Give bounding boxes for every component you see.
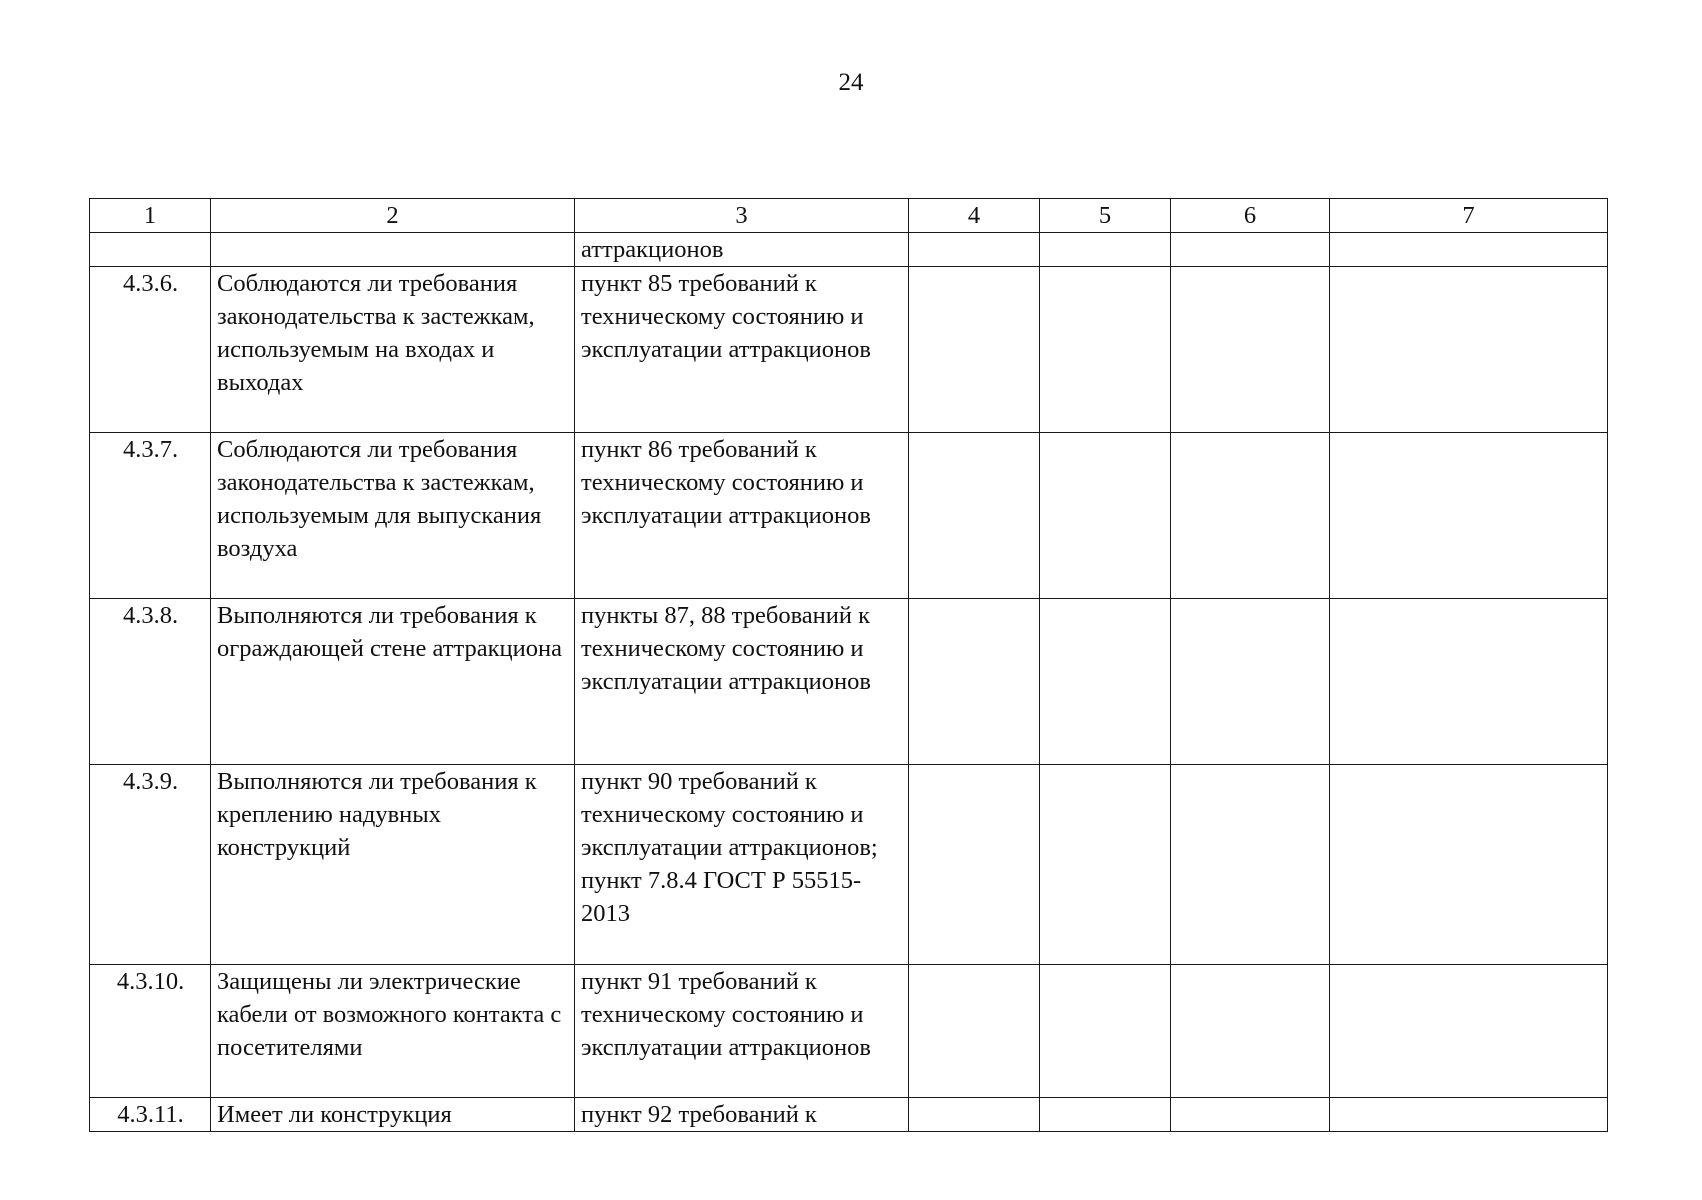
cell-answer-5 [1040,233,1171,267]
checklist-table [89,198,1608,1132]
cell-answer-6 [1171,965,1330,1098]
cell-reference: пункт 90 требований к техническому состоянию и эксплуатации аттракционов; пункт 7.8.4 ГОСТ Р 55515-2013 [575,765,909,965]
cell-reference: пункт 86 требований к техническому состоянию и эксплуатации аттракционов [575,433,909,599]
table-row [90,965,1608,1098]
cell-question: Имеет ли конструкция [211,1098,575,1132]
cell-answer-7 [1330,433,1608,599]
cell-answer-5 [1040,1098,1171,1132]
column-header-6: 6 [1171,199,1330,233]
cell-answer-5 [1040,433,1171,599]
table-row [90,765,1608,965]
column-header-5: 5 [1040,199,1171,233]
cell-answer-6 [1171,599,1330,765]
cell-answer-7 [1330,765,1608,965]
cell-question: Соблюдаются ли требования законодательства к застежкам, используемым на входах и выходах [211,267,575,433]
cell-number: 4.3.7. [90,433,211,599]
cell-answer-7 [1330,267,1608,433]
cell-reference: аттракционов [575,233,909,267]
cell-number: 4.3.11. [90,1098,211,1132]
cell-answer-4 [909,1098,1040,1132]
cell-number: 4.3.9. [90,765,211,965]
cell-answer-5 [1040,765,1171,965]
cell-answer-4 [909,267,1040,433]
cell-answer-7 [1330,965,1608,1098]
continuation-row [90,233,1608,267]
cell-answer-4 [909,599,1040,765]
cell-answer-4 [909,765,1040,965]
table-row [90,1098,1608,1132]
cell-number: 4.3.6. [90,267,211,433]
cell-answer-4 [909,965,1040,1098]
cell-reference: пункт 85 требований к техническому состоянию и эксплуатации аттракционов [575,267,909,433]
cell-question: Выполняются ли требования к креплению надувных конструкций [211,765,575,965]
cell-answer-6 [1171,1098,1330,1132]
column-header-4: 4 [909,199,1040,233]
cell-answer-6 [1171,433,1330,599]
column-header-2: 2 [211,199,575,233]
cell-number [90,233,211,267]
cell-answer-7 [1330,599,1608,765]
cell-reference: пункт 92 требований к [575,1098,909,1132]
cell-answer-5 [1040,267,1171,433]
page-number: 24 [838,69,864,96]
cell-answer-6 [1171,233,1330,267]
cell-number: 4.3.10. [90,965,211,1098]
header-row [90,199,1608,233]
column-header-3: 3 [575,199,909,233]
cell-question: Защищены ли электрические кабели от возможного контакта с посетителями [211,965,575,1098]
cell-answer-5 [1040,599,1171,765]
column-header-7: 7 [1330,199,1608,233]
cell-reference: пункты 87, 88 требований к техническому состоянию и эксплуатации аттракционов [575,599,909,765]
cell-answer-4 [909,233,1040,267]
cell-answer-7 [1330,233,1608,267]
cell-answer-6 [1171,765,1330,965]
cell-question: Выполняются ли требования к ограждающей стене аттракциона [211,599,575,765]
table-row [90,433,1608,599]
column-header-1: 1 [90,199,211,233]
cell-answer-4 [909,433,1040,599]
cell-question: Соблюдаются ли требования законодательства к застежкам, используемым для выпускания воздуха [211,433,575,599]
cell-answer-6 [1171,267,1330,433]
table-row [90,267,1608,433]
cell-number: 4.3.8. [90,599,211,765]
cell-answer-5 [1040,965,1171,1098]
cell-answer-7 [1330,1098,1608,1132]
table-row [90,599,1608,765]
cell-reference: пункт 91 требований к техническому состоянию и эксплуатации аттракционов [575,965,909,1098]
cell-question [211,233,575,267]
